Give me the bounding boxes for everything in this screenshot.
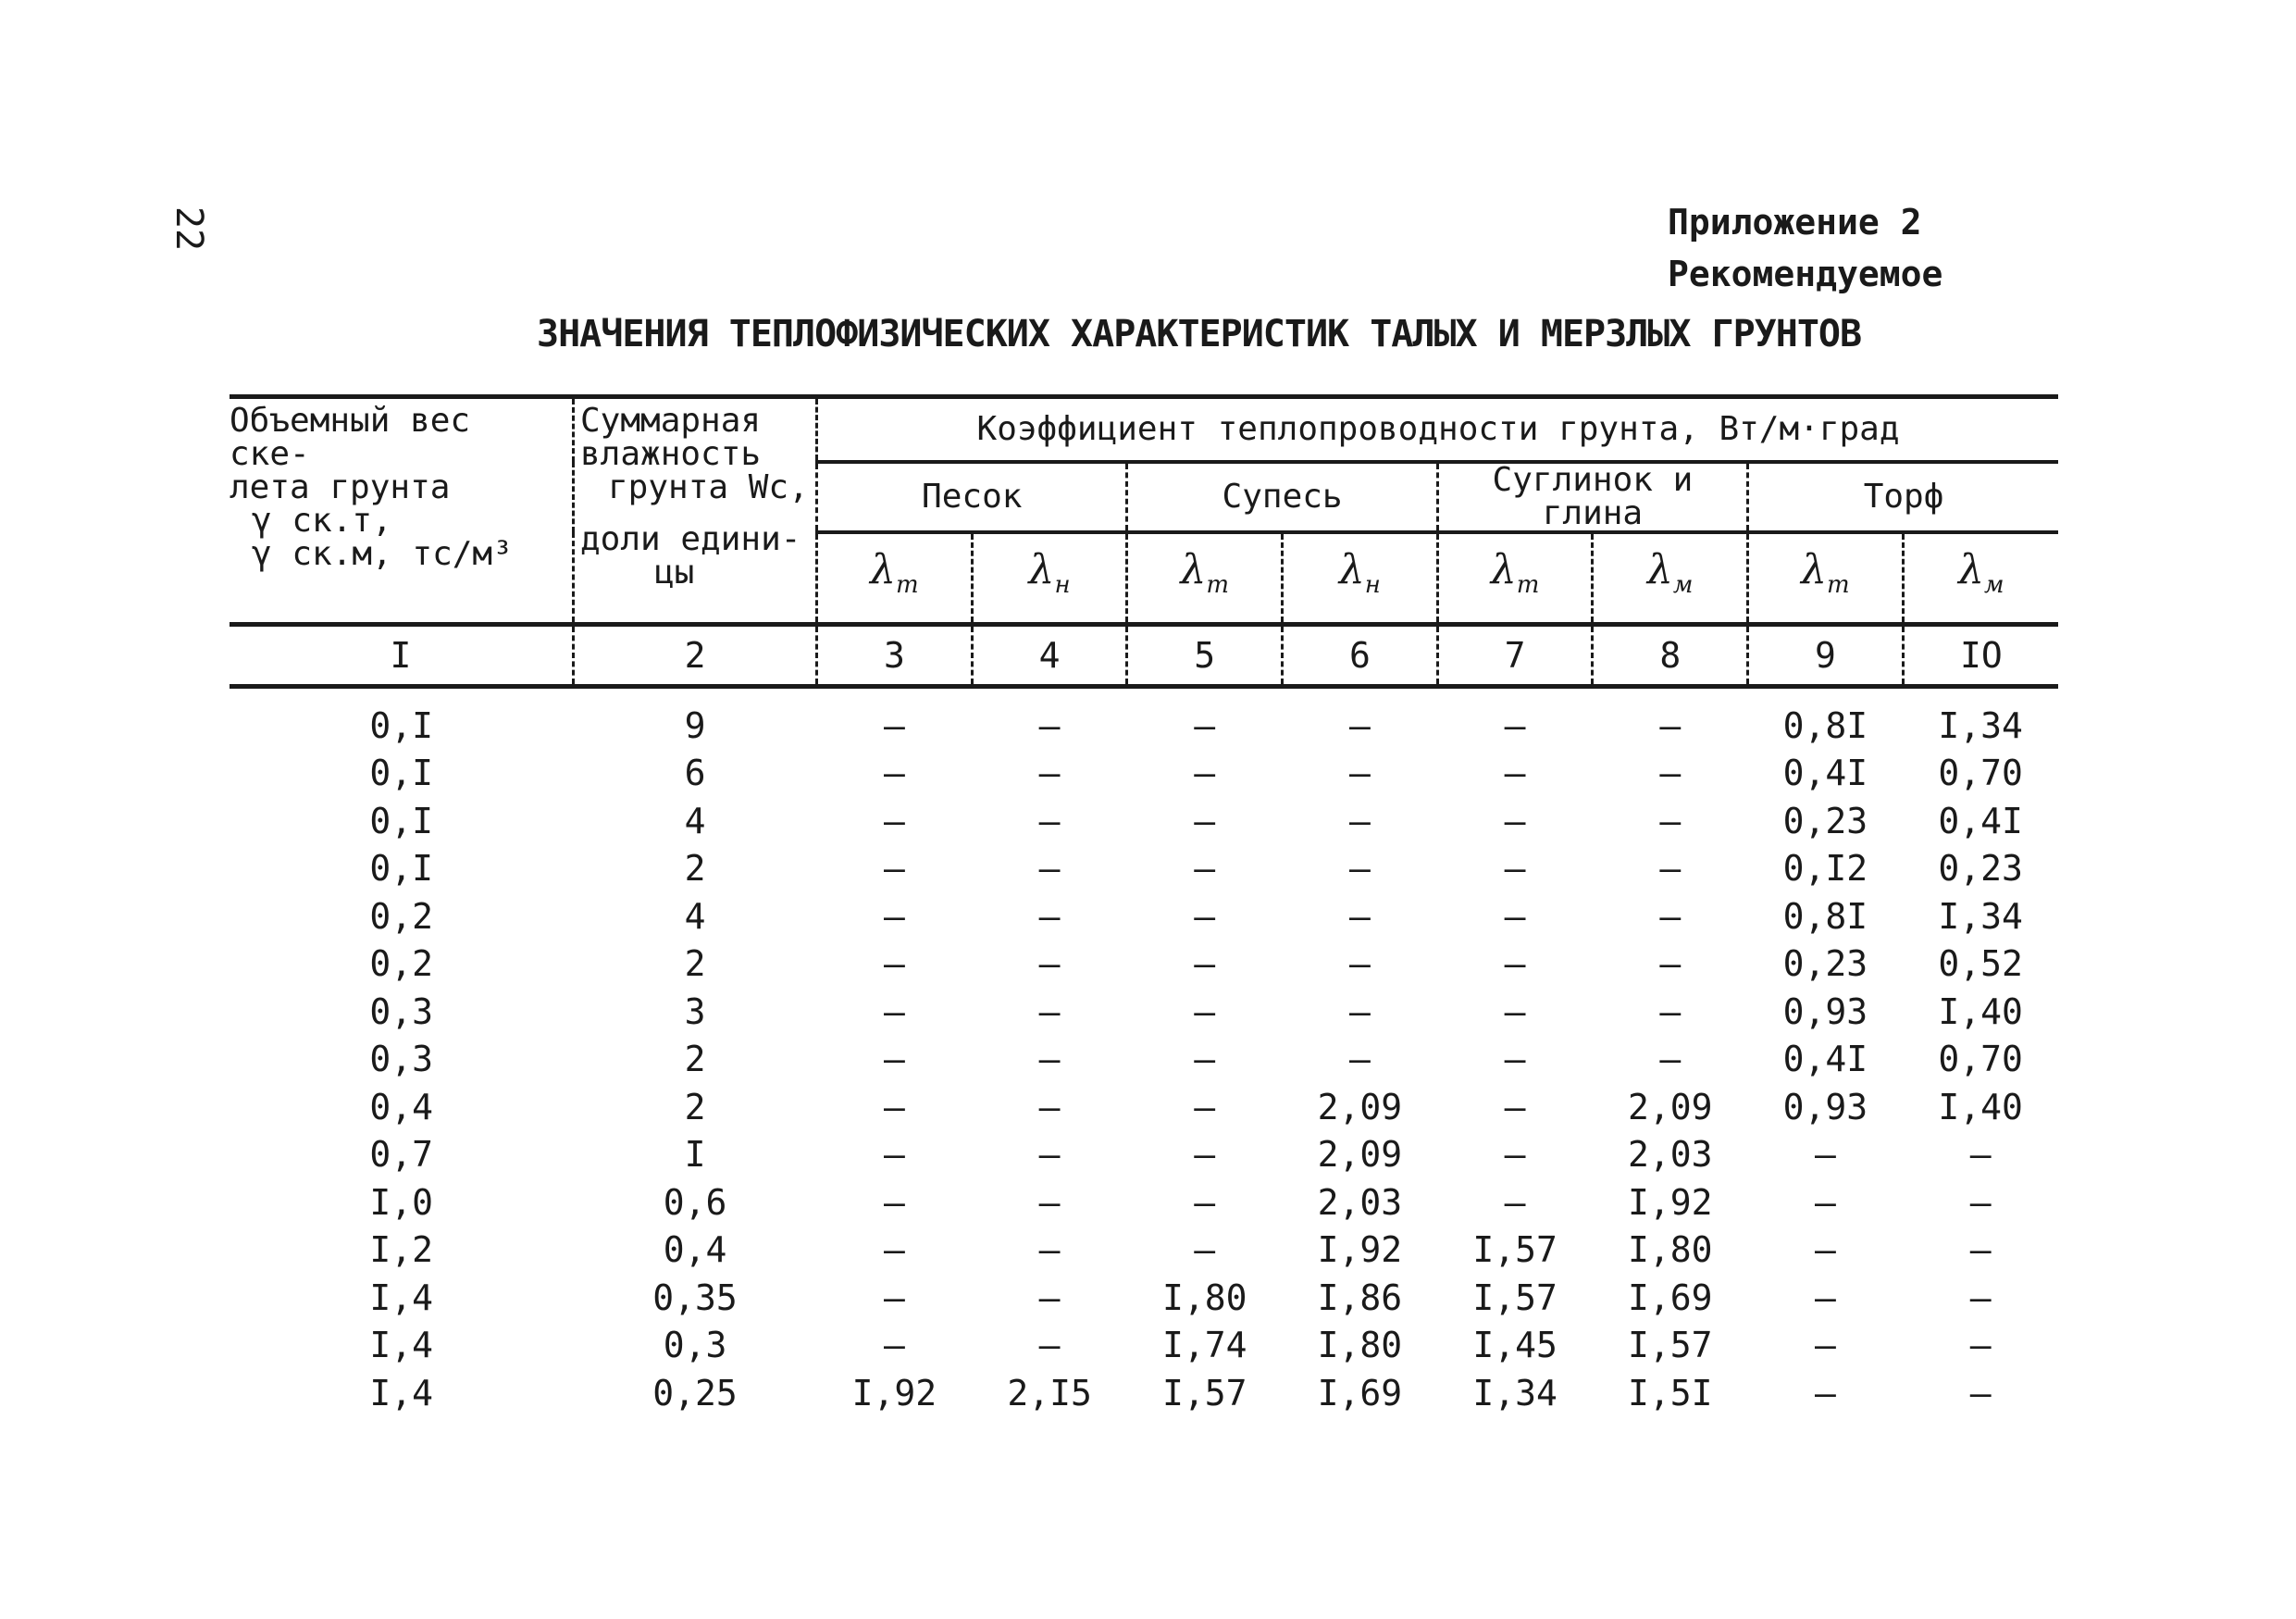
header-lambda: [972, 532, 1127, 625]
table-cell: –: [883, 1086, 905, 1127]
table-cell: I,80: [1628, 1229, 1713, 1271]
header-lambda: [1437, 532, 1593, 625]
lambda-subscript: т: [896, 571, 919, 600]
table-cell: –: [1194, 800, 1216, 841]
table-cell: I,86: [1317, 1277, 1403, 1318]
table-cell: –: [1659, 1039, 1682, 1080]
table-cell: 2: [684, 943, 706, 985]
table-cell: –: [1038, 943, 1061, 985]
table-cell: –: [1504, 753, 1526, 794]
table-row: [230, 845, 2058, 893]
lambda-symbol: λ: [1028, 546, 1055, 594]
table-cell: –: [1194, 1229, 1216, 1271]
table-cell: I,69: [1317, 1372, 1403, 1414]
table-cell: I,4: [369, 1277, 434, 1318]
table-cell: –: [1194, 1039, 1216, 1080]
lambda-subscript: м: [1672, 571, 1694, 600]
header-group-loam-clay: Суглинок и глина: [1437, 462, 1747, 532]
table-row: [230, 1036, 2058, 1084]
header-lambda: [1903, 532, 2058, 625]
table-cell: –: [1969, 1325, 1992, 1366]
table-cell: –: [1659, 848, 1682, 890]
table-cell: I,4: [369, 1325, 434, 1366]
table-cell: 0,8I: [1782, 704, 1868, 746]
table-cell: I,74: [1161, 1325, 1247, 1366]
table-cell: –: [883, 1277, 905, 1318]
table-cell: 2,09: [1628, 1086, 1713, 1127]
lambda-symbol: λ: [1647, 546, 1673, 594]
table-cell: 0,4: [663, 1229, 727, 1271]
header-conductivity: Коэффициент теплопроводности грунта, Вт/м·град: [817, 397, 2058, 462]
table-cell: –: [1194, 1086, 1216, 1127]
table-cell: –: [1194, 1134, 1216, 1176]
lambda-subscript: м: [1984, 571, 2004, 600]
table-cell: –: [1038, 704, 1061, 746]
table-cell: I,4: [369, 1372, 434, 1414]
document-title: ЗНАЧЕНИЯ ТЕПЛОФИЗИЧЕСКИХ ХАРАКТЕРИСТИК ТАЛЫХ И МЕРЗЛЫХ ГРУНТОВ: [537, 313, 1862, 355]
table-cell: –: [1504, 1181, 1526, 1223]
table-cell: –: [883, 943, 905, 985]
table-cell: –: [1038, 990, 1061, 1032]
header-moisture: [574, 397, 817, 625]
table-cell: –: [1659, 943, 1682, 985]
appendix-status: Рекомендуемое: [1668, 254, 1943, 294]
table-cell: –: [1348, 800, 1371, 841]
lambda-symbol: λ: [1958, 546, 1985, 594]
table-cell: I,40: [1938, 1086, 2023, 1127]
table-cell: 0,7: [369, 1134, 434, 1176]
table-cell: –: [1194, 943, 1216, 985]
table-cell: –: [1659, 990, 1682, 1032]
table-cell: –: [1038, 1325, 1061, 1366]
table-cell: –: [1659, 704, 1682, 746]
table-cell: –: [1969, 1181, 1992, 1223]
table-cell: –: [1504, 895, 1526, 937]
table-cell: I,57: [1472, 1277, 1558, 1318]
table-cell: –: [1969, 1277, 1992, 1318]
table-cell: –: [1038, 895, 1061, 937]
table-cell: –: [1038, 1134, 1061, 1176]
table-row: [230, 1369, 2058, 1417]
table-cell: 0,23: [1938, 848, 2023, 890]
column-number: 4: [972, 625, 1127, 687]
table-cell: 3: [684, 990, 706, 1032]
header-dry-weight: [230, 397, 574, 625]
table-cell: 0,93: [1782, 990, 1868, 1032]
table-cell: –: [1504, 990, 1526, 1032]
table-cell: –: [1504, 1086, 1526, 1127]
table-cell: –: [1348, 1039, 1371, 1080]
header-moisture-line1: Суммарная: [580, 402, 762, 440]
table-cell: 0,I: [369, 800, 434, 841]
table-cell: 2,09: [1317, 1134, 1403, 1176]
table-cell: –: [1194, 753, 1216, 794]
table-cell: –: [1194, 848, 1216, 890]
table-cell: –: [1348, 895, 1371, 937]
table-row: [230, 750, 2058, 798]
table-cell: I,57: [1161, 1372, 1247, 1414]
table-cell: –: [883, 990, 905, 1032]
table-cell: I,57: [1628, 1325, 1713, 1366]
table-cell: –: [1969, 1229, 1992, 1271]
table-cell: –: [1659, 895, 1682, 937]
table-cell: I,45: [1472, 1325, 1558, 1366]
table-cell: 0,25: [652, 1372, 738, 1414]
table-cell: 0,93: [1782, 1086, 1868, 1127]
table-cell: –: [883, 895, 905, 937]
header-moisture-line3: грунта Wc,: [608, 468, 809, 506]
table-cell: 0,70: [1938, 753, 2023, 794]
table-cell: –: [1038, 1277, 1061, 1318]
table-cell: 0,23: [1782, 943, 1868, 985]
table-cell: –: [883, 1229, 905, 1271]
table-cell: I,5I: [1628, 1372, 1713, 1414]
header-dry-weight-line1: Объемный вес ске-: [230, 402, 471, 473]
table-cell: –: [1038, 1181, 1061, 1223]
page-number: 22: [168, 205, 211, 252]
table-cell: I,34: [1938, 704, 2023, 746]
header-lambda: [817, 532, 973, 625]
table-cell: I,40: [1938, 990, 2023, 1032]
header-dry-weight-line2: лета грунта: [230, 468, 451, 506]
table-cell: 0,3: [369, 990, 434, 1032]
column-number: 3: [817, 625, 973, 687]
table-cell: 2,03: [1628, 1134, 1713, 1176]
table-cell: I,69: [1628, 1277, 1713, 1318]
column-number: I: [230, 625, 574, 687]
header-group-sandy-loam: Супесь: [1127, 462, 1437, 532]
table-cell: –: [883, 1134, 905, 1176]
header-lambda: [1127, 532, 1283, 625]
table-cell: 0,2: [369, 943, 434, 985]
table-cell: 6: [684, 753, 706, 794]
table-cell: 0,4: [369, 1086, 434, 1127]
table-cell: 4: [684, 895, 706, 937]
table-cell: I: [684, 1134, 706, 1176]
table-row: [230, 1274, 2058, 1322]
table-cell: 0,3: [663, 1325, 727, 1366]
table-cell: –: [1038, 1229, 1061, 1271]
header-lambda: [1593, 532, 1748, 625]
table-cell: –: [1504, 848, 1526, 890]
table-cell: –: [1969, 1134, 1992, 1176]
table-cell: –: [1814, 1325, 1836, 1366]
table-row: [230, 1131, 2058, 1179]
table-cell: –: [1348, 990, 1371, 1032]
table-cell: –: [1504, 704, 1526, 746]
table-cell: –: [1348, 753, 1371, 794]
table-cell: –: [1659, 753, 1682, 794]
table-cell: 0,8I: [1782, 895, 1868, 937]
table-cell: –: [1504, 943, 1526, 985]
table-cell: 0,4I: [1938, 800, 2023, 841]
table-cell: –: [1814, 1229, 1836, 1271]
table-cell: I,92: [851, 1372, 937, 1414]
table-cell: –: [883, 1325, 905, 1366]
lambda-subscript: т: [1206, 571, 1230, 600]
table-cell: 2,I5: [1007, 1372, 1092, 1414]
lambda-symbol: λ: [1338, 546, 1365, 594]
table-cell: I,80: [1317, 1325, 1403, 1366]
table-row: [230, 797, 2058, 845]
header-dry-weight-frozen: γ ск.м, тс/м³: [252, 535, 513, 573]
table-row: [230, 892, 2058, 940]
table-cell: –: [1504, 1039, 1526, 1080]
table-cell: –: [1814, 1372, 1836, 1414]
lambda-subscript: н: [1054, 571, 1071, 600]
table-cell: 0,2: [369, 895, 434, 937]
table-cell: I,92: [1317, 1229, 1403, 1271]
table-cell: –: [883, 1039, 905, 1080]
table-cell: 0,6: [663, 1181, 727, 1223]
lambda-symbol: λ: [1180, 546, 1207, 594]
lambda-symbol: λ: [1490, 546, 1517, 594]
header-group-peat: Торф: [1748, 462, 2058, 532]
table-cell: –: [1194, 704, 1216, 746]
table-cell: 0,3: [369, 1039, 434, 1080]
table-cell: –: [1038, 1039, 1061, 1080]
table-row: [230, 940, 2058, 989]
lambda-subscript: т: [1827, 571, 1850, 600]
table-cell: 2,09: [1317, 1086, 1403, 1127]
table-cell: 2: [684, 1039, 706, 1080]
table-cell: 0,I: [369, 848, 434, 890]
table-row: [230, 687, 2058, 750]
column-number: 8: [1593, 625, 1748, 687]
lambda-subscript: н: [1364, 571, 1381, 600]
header-dry-weight-thawed: γ ск.т,: [252, 502, 392, 540]
table-cell: –: [1969, 1372, 1992, 1414]
column-number: IO: [1903, 625, 2058, 687]
table-cell: 2,03: [1317, 1181, 1403, 1223]
table-cell: 2: [684, 1086, 706, 1127]
table-body: [230, 687, 2058, 1417]
table-cell: I,57: [1472, 1229, 1558, 1271]
table-cell: 0,70: [1938, 1039, 2023, 1080]
header-moisture-line2: влажность: [580, 435, 762, 473]
table-cell: –: [1659, 800, 1682, 841]
table-cell: 2: [684, 848, 706, 890]
column-number-row: [230, 625, 2058, 687]
table-cell: 0,4I: [1782, 1039, 1868, 1080]
table-cell: –: [1504, 800, 1526, 841]
column-number: 5: [1127, 625, 1283, 687]
table-cell: –: [883, 1181, 905, 1223]
table-cell: –: [1348, 704, 1371, 746]
appendix-number: Приложение 2: [1668, 202, 1922, 243]
table-cell: –: [1814, 1181, 1836, 1223]
table-cell: –: [1038, 848, 1061, 890]
lambda-symbol: λ: [1801, 546, 1828, 594]
header-moisture-line4: доли едини-: [580, 520, 801, 558]
table-cell: I,92: [1628, 1181, 1713, 1223]
table-cell: –: [1348, 848, 1371, 890]
table-cell: I,34: [1472, 1372, 1558, 1414]
column-number: 6: [1283, 625, 1438, 687]
column-number: 7: [1437, 625, 1593, 687]
table-cell: –: [1348, 943, 1371, 985]
column-number: 9: [1748, 625, 1904, 687]
table-cell: I,80: [1161, 1277, 1247, 1318]
table-cell: –: [883, 800, 905, 841]
table-cell: 4: [684, 800, 706, 841]
table-cell: –: [883, 704, 905, 746]
table-cell: –: [1038, 753, 1061, 794]
table-cell: I,34: [1938, 895, 2023, 937]
table-row: [230, 988, 2058, 1036]
table-cell: –: [883, 753, 905, 794]
table-cell: –: [1814, 1134, 1836, 1176]
table-cell: –: [883, 848, 905, 890]
header-lambda: [1283, 532, 1438, 625]
table-cell: I,2: [369, 1229, 434, 1271]
table-cell: –: [1038, 1086, 1061, 1127]
header-group-sand: Песок: [817, 462, 1127, 532]
lambda-subscript: т: [1516, 571, 1540, 600]
table-cell: –: [1504, 1134, 1526, 1176]
table-cell: I,0: [369, 1181, 434, 1223]
table-row: [230, 1083, 2058, 1131]
table-cell: 0,I2: [1782, 848, 1868, 890]
table-row: [230, 1178, 2058, 1227]
table-cell: –: [1194, 1181, 1216, 1223]
table-cell: 0,I: [369, 704, 434, 746]
table-header: [230, 397, 2058, 625]
table-cell: 0,23: [1782, 800, 1868, 841]
table-cell: –: [1194, 990, 1216, 1032]
table-cell: –: [1814, 1277, 1836, 1318]
table-row: [230, 1227, 2058, 1275]
table-cell: –: [1194, 895, 1216, 937]
header-lambda: [1748, 532, 1904, 625]
lambda-symbol: λ: [870, 546, 897, 594]
thermal-properties-table: [230, 394, 2058, 1417]
table-cell: 0,52: [1938, 943, 2023, 985]
table-cell: 0,4I: [1782, 753, 1868, 794]
table-cell: 0,35: [652, 1277, 738, 1318]
appendix-label: [1668, 196, 1942, 300]
table-cell: –: [1038, 800, 1061, 841]
table-cell: 9: [684, 704, 706, 746]
table-row: [230, 1322, 2058, 1370]
table-cell: 0,I: [369, 753, 434, 794]
header-moisture-line5: цы: [654, 554, 695, 592]
column-number: 2: [574, 625, 817, 687]
